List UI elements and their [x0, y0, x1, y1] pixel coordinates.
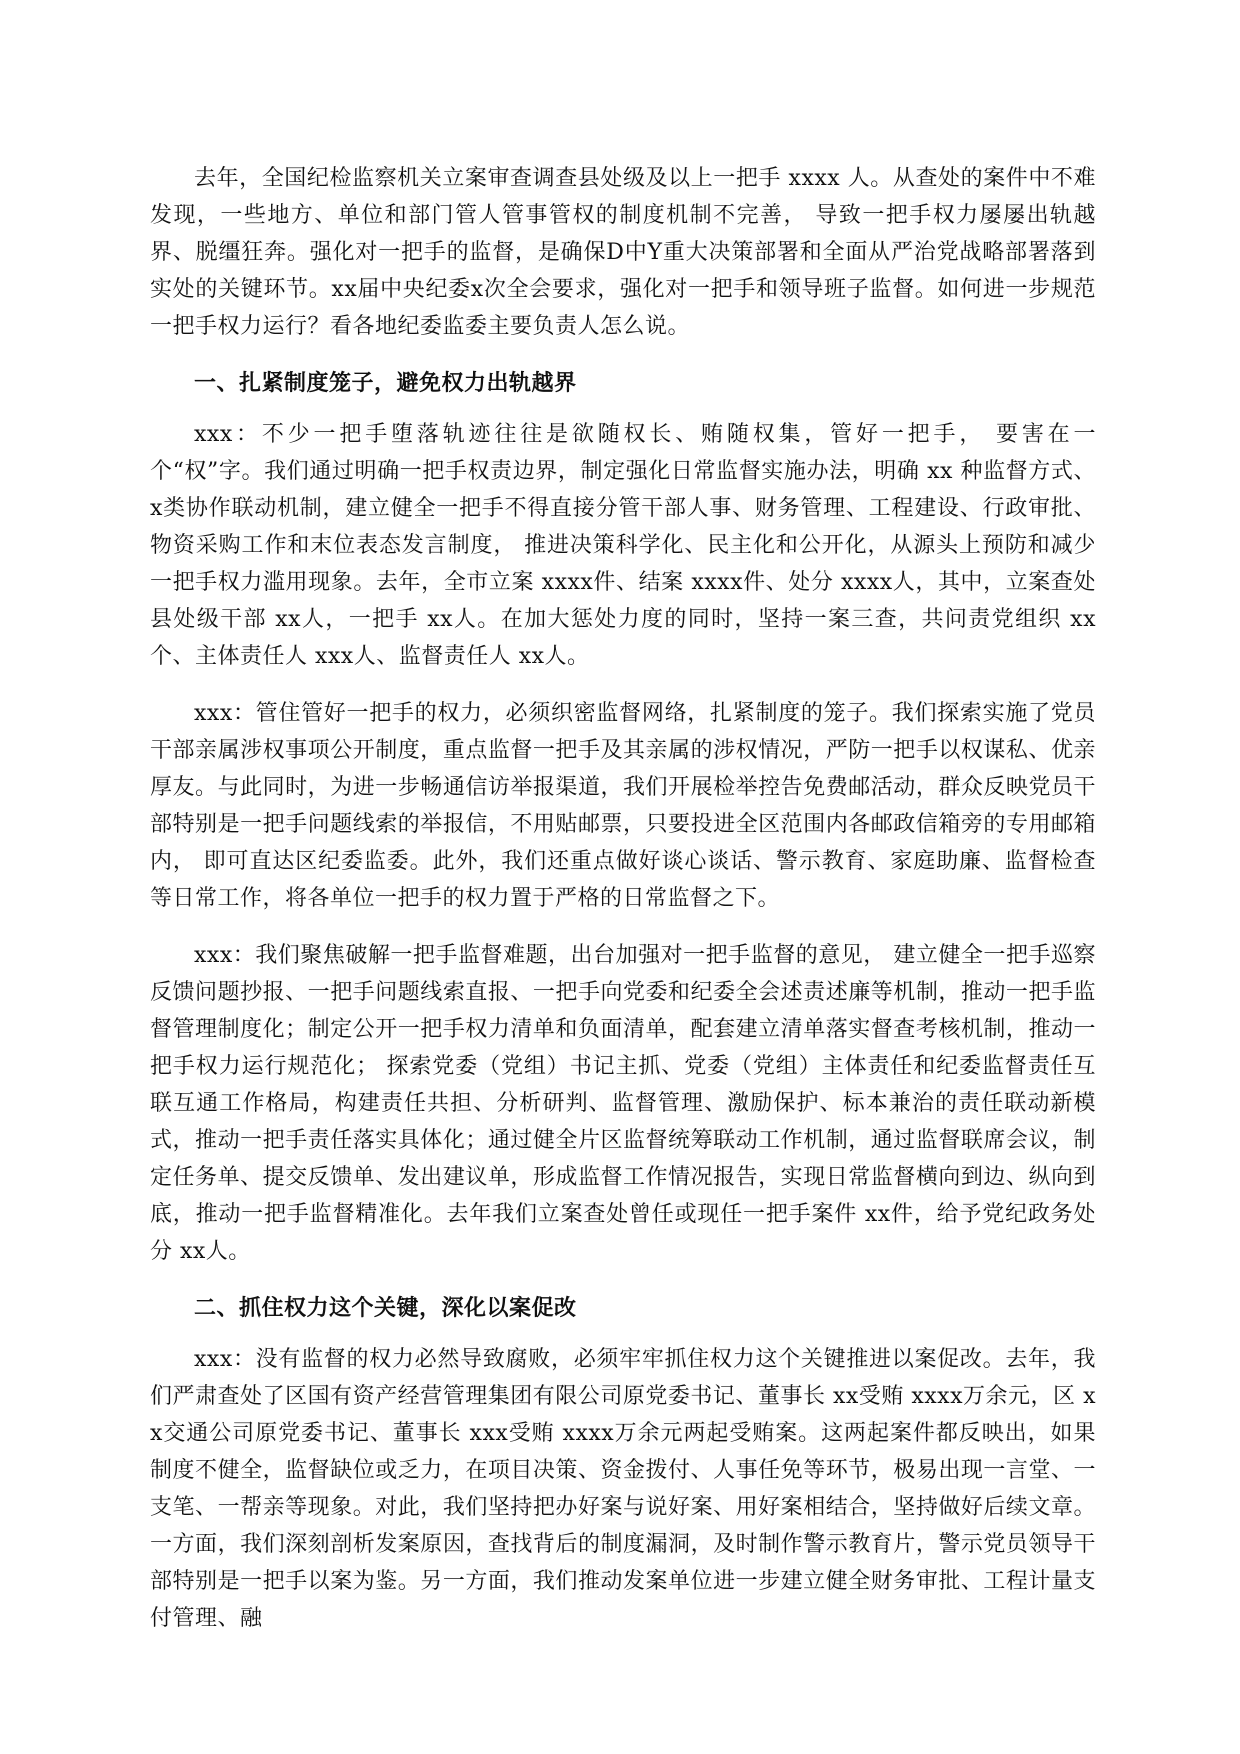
- section1-paragraph-1: xxx：不少一把手堕落轨迹往往是欲随权长、贿随权集，管好一把手， 要害在一个“权”字。我们通过明确一把手权责边界，制定强化日常监督实施办法，明确 xx 种监督方式、x类协作联动机制，建立健全一把手不得直接分管干部人事、财务管理、工程建设、行政审批、物资采购工作和末位表态发言制度， 推进决策科学化、民主化和公开化，从源头上预防和减少一把手权力滥用现象。去年，全市立案 xxxx件、结案 xxxx件、处分 xxxx人，其中，立案查处县处级干部 xx人，一把手 xx人。在加大惩处力度的同时，坚持一案三查，共问责党组织 xx个、主体责任人 xxx人、监督责任人 xx人。: [150, 422, 1096, 669]
- section2-paragraph-1: xxx：没有监督的权力必然导致腐败，必须牢牢抓住权力这个关键推进以案促改。去年，我们严肃查处了区国有资产经营管理集团有限公司原党委书记、董事长 xx受贿 xxxx万余元，区 xx交通公司原党委书记、董事长 xxx受贿 xxxx万余元两起受贿案。这两起案件都反映出，如果制度不健全，监督缺位或乏力，在项目决策、资金拨付、人事任免等环节，极易出现一言堂、一支笔、一帮亲等现象。对此，我们坚持把办好案与说好案、用好案相结合，坚持做好后续文章。一方面，我们深刻剖析发案原因，查找背后的制度漏洞，及时制作警示教育片，警示党员领导干部特别是一把手以案为鉴。另一方面，我们推动发案单位进一步建立健全财务审批、工程计量支付管理、融: [150, 1347, 1096, 1631]
- section-heading-1: 一、扎紧制度笼子，避免权力出轨越界: [194, 371, 577, 396]
- document-page: [150, 160, 1096, 1657]
- section1-paragraph-2: xxx：管住管好一把手的权力，必须织密监督网络，扎紧制度的笼子。我们探索实施了党员干部亲属涉权事项公开制度，重点监督一把手及其亲属的涉权情况，严防一把手以权谋私、优亲厚友。与此同时，为进一步畅通信访举报渠道，我们开展检举控告免费邮活动，群众反映党员干部特别是一把手问题线索的举报信，不用贴邮票，只要投进全区范围内各邮政信箱旁的专用邮箱内， 即可直达区纪委监委。此外，我们还重点做好谈心谈话、警示教育、家庭助廉、监督检查等日常工作，将各单位一把手的权力置于严格的日常监督之下。: [150, 701, 1096, 911]
- section-heading-2: 二、抓住权力这个关键，深化以案促改: [194, 1296, 577, 1321]
- intro-paragraph: 去年，全国纪检监察机关立案审查调查县处级及以上一把手 xxxx 人。从查处的案件中不难发现，一些地方、单位和部门管人管事管权的制度机制不完善， 导致一把手权力屡屡出轨越界、脱缰狂奔。强化对一把手的监督，是确保D中Y重大决策部署和全面从严治党战略部署落到实处的关键环节。xx届中央纪委x次全会要求，强化对一把手和领导班子监督。如何进一步规范一把手权力运行？看各地纪委监委主要负责人怎么说。: [150, 166, 1096, 339]
- section1-paragraph-3: xxx：我们聚焦破解一把手监督难题，出台加强对一把手监督的意见， 建立健全一把手巡察反馈问题抄报、一把手问题线索直报、一把手向党委和纪委全会述责述廉等机制，推动一把手监督管理制度化；制定公开一把手权力清单和负面清单，配套建立清单落实督查考核机制，推动一把手权力运行规范化； 探索党委（党组）书记主抓、党委（党组）主体责任和纪委监督责任互联互通工作格局，构建责任共担、分析研判、监督管理、激励保护、标本兼治的责任联动新模式，推动一把手责任落实具体化；通过健全片区监督统筹联动工作机制，通过监督联席会议，制定任务单、提交反馈单、发出建议单，形成监督工作情况报告，实现日常监督横向到边、纵向到底，推动一把手监督精准化。去年我们立案查处曾任或现任一把手案件 xx件，给予党纪政务处分 xx人。: [150, 943, 1096, 1264]
